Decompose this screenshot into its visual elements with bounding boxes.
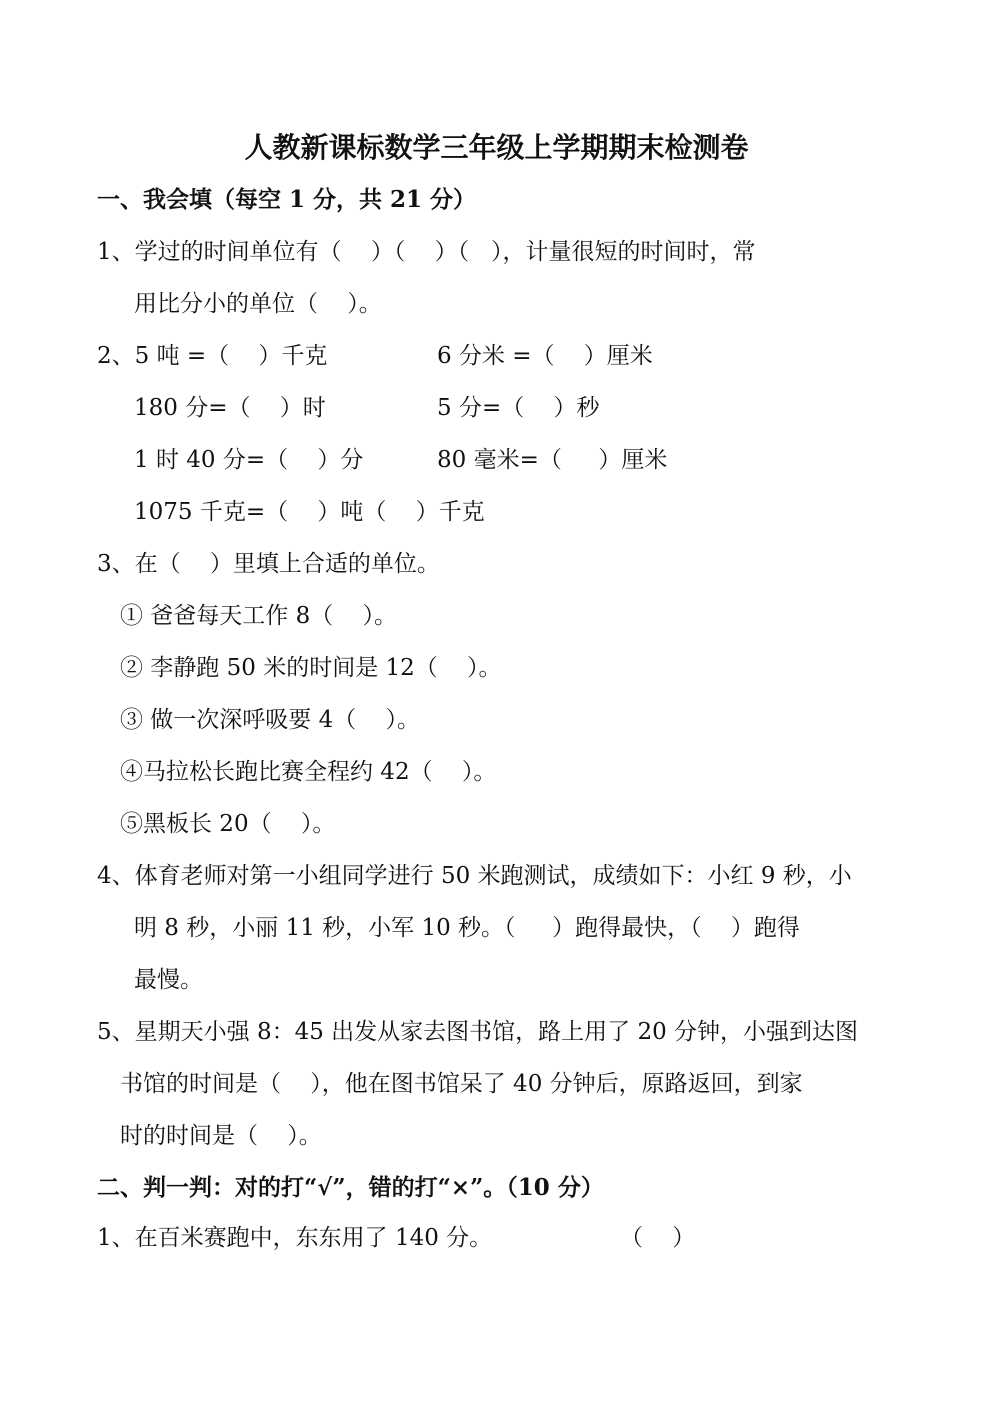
q2-row-3-right: 80 毫米=（ ）厘米 [437,447,668,473]
s2-q1-answer-bracket: （ ） [620,1225,696,1251]
q5-line-2: 书馆的时间是（ ），他在图书馆呆了 40 分钟后，原路返回，到家 [120,1071,803,1097]
q3-item-2: ② 李静跑 50 米的时间是 12（ ）。 [120,655,502,681]
q2-row-4: 1075 千克=（ ）吨（ ）千克 [134,499,485,525]
q4-line-2: 明 8 秒，小丽 11 秒，小军 10 秒。（ ）跑得最快，（ ）跑得 [134,915,800,941]
q2-row-1-right: 6 分米 =（ ）厘米 [437,343,653,369]
section-1-heading: 一、我会填（每空 1 分，共 21 分） [97,186,477,213]
q3-item-5: ⑤黑板长 20（ ）。 [120,811,336,837]
q2-row-1-left: 2、5 吨 =（ ）千克 [97,343,328,369]
q4-line-3: 最慢。 [134,967,203,993]
q2-row-2-left: 180 分=（ ）时 [134,395,326,421]
q3-item-4: ④马拉松长跑比赛全程约 42（ ）。 [120,759,497,785]
q2-row-3-left: 1 时 40 分=（ ）分 [134,447,364,473]
q5-line-3: 时的时间是（ ）。 [120,1123,322,1149]
q1-line-2: 用比分小的单位（ ）。 [134,291,382,317]
q4-line-1: 4、体育老师对第一小组同学进行 50 米跑测试，成绩如下：小红 9 秒，小 [97,863,852,889]
section-2-heading: 二、判一判：对的打“√”，错的打“×”。（10 分） [97,1174,604,1201]
q3-item-1: ① 爸爸每天工作 8（ ）。 [120,603,397,629]
q3-intro: 3、在（ ）里填上合适的单位。 [97,551,440,577]
page-title: 人教新课标数学三年级上学期期末检测卷 [244,131,749,164]
q5-line-1: 5、星期天小强 8：45 出发从家去图书馆，路上用了 20 分钟，小强到达图 [97,1019,859,1045]
q2-row-2-right: 5 分=（ ）秒 [437,395,600,421]
s2-q1-text: 1、在百米赛跑中，东东用了 140 分。 [97,1225,493,1251]
q3-item-3: ③ 做一次深呼吸要 4（ ）。 [120,707,420,733]
q1-line-1: 1、学过的时间单位有（ ）（ ）（ ），计量很短的时间时，常 [97,239,756,265]
